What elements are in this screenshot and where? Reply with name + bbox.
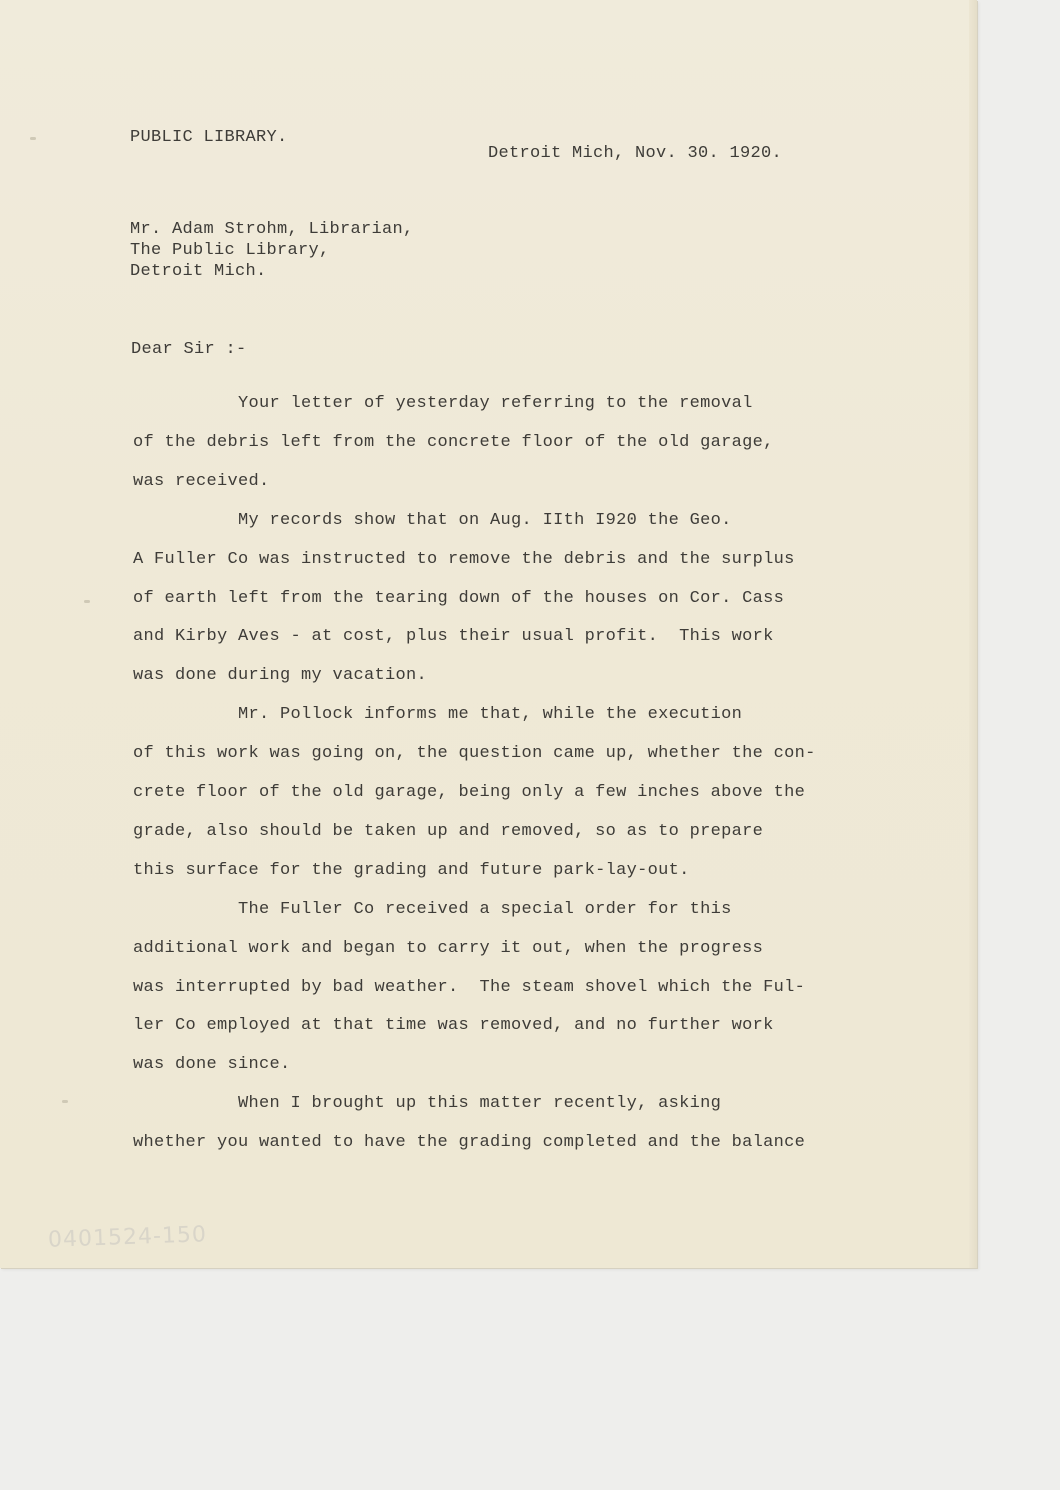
body-line: was done since. <box>133 1055 291 1075</box>
body-line: grade, also should be taken up and removed, so as to prepare <box>133 821 764 841</box>
salutation: Dear Sir :- <box>131 340 247 359</box>
address-line: Detroit Mich. <box>130 262 267 281</box>
body-line: whether you wanted to have the grading completed and the balance <box>133 1133 806 1153</box>
paper-mark <box>62 1100 68 1103</box>
body-line: of this work was going on, the question came up, whether the con- <box>133 744 816 764</box>
archive-stamp: 0401524-150 <box>47 1222 208 1253</box>
body-line: The Fuller Co received a special order for this <box>133 899 732 919</box>
address-line: The Public Library, <box>130 241 330 260</box>
body-line: and Kirby Aves - at cost, plus their usual profit. This work <box>133 627 774 647</box>
paper-mark <box>84 600 90 603</box>
body-line: additional work and began to carry it out, when the progress <box>133 938 764 958</box>
body-line: Your letter of yesterday referring to the removal <box>133 394 753 413</box>
body-line: of the debris left from the concrete floor of the old garage, <box>133 432 774 452</box>
body-line: When I brought up this matter recently, asking <box>133 1094 722 1114</box>
body-line: was interrupted by bad weather. The steam shovel which the Ful- <box>133 977 806 997</box>
body-line: A Fuller Co was instructed to remove the debris and the surplus <box>133 549 795 569</box>
paper-mark <box>30 137 36 140</box>
body-line: ler Co employed at that time was removed, and no further work <box>133 1016 774 1036</box>
body-line: crete floor of the old garage, being only a few inches above the <box>133 783 806 802</box>
body-line: Mr. Pollock informs me that, while the execution <box>133 705 743 725</box>
address-line: Mr. Adam Strohm, Librarian, <box>130 220 414 239</box>
body-line: this surface for the grading and future park-lay-out. <box>133 860 690 880</box>
body-line: was received. <box>133 471 270 491</box>
body-line: of earth left from the tearing down of the houses on Cor. Cass <box>133 588 785 608</box>
letterhead-organization: PUBLIC LIBRARY. <box>130 128 288 147</box>
body-line: was done during my vacation. <box>133 666 428 686</box>
letter-date: Detroit Mich, Nov. 30. 1920. <box>488 144 783 163</box>
sheet-edge <box>969 0 977 1268</box>
body-line: My records show that on Aug. IIth I920 the Geo. <box>133 510 732 530</box>
